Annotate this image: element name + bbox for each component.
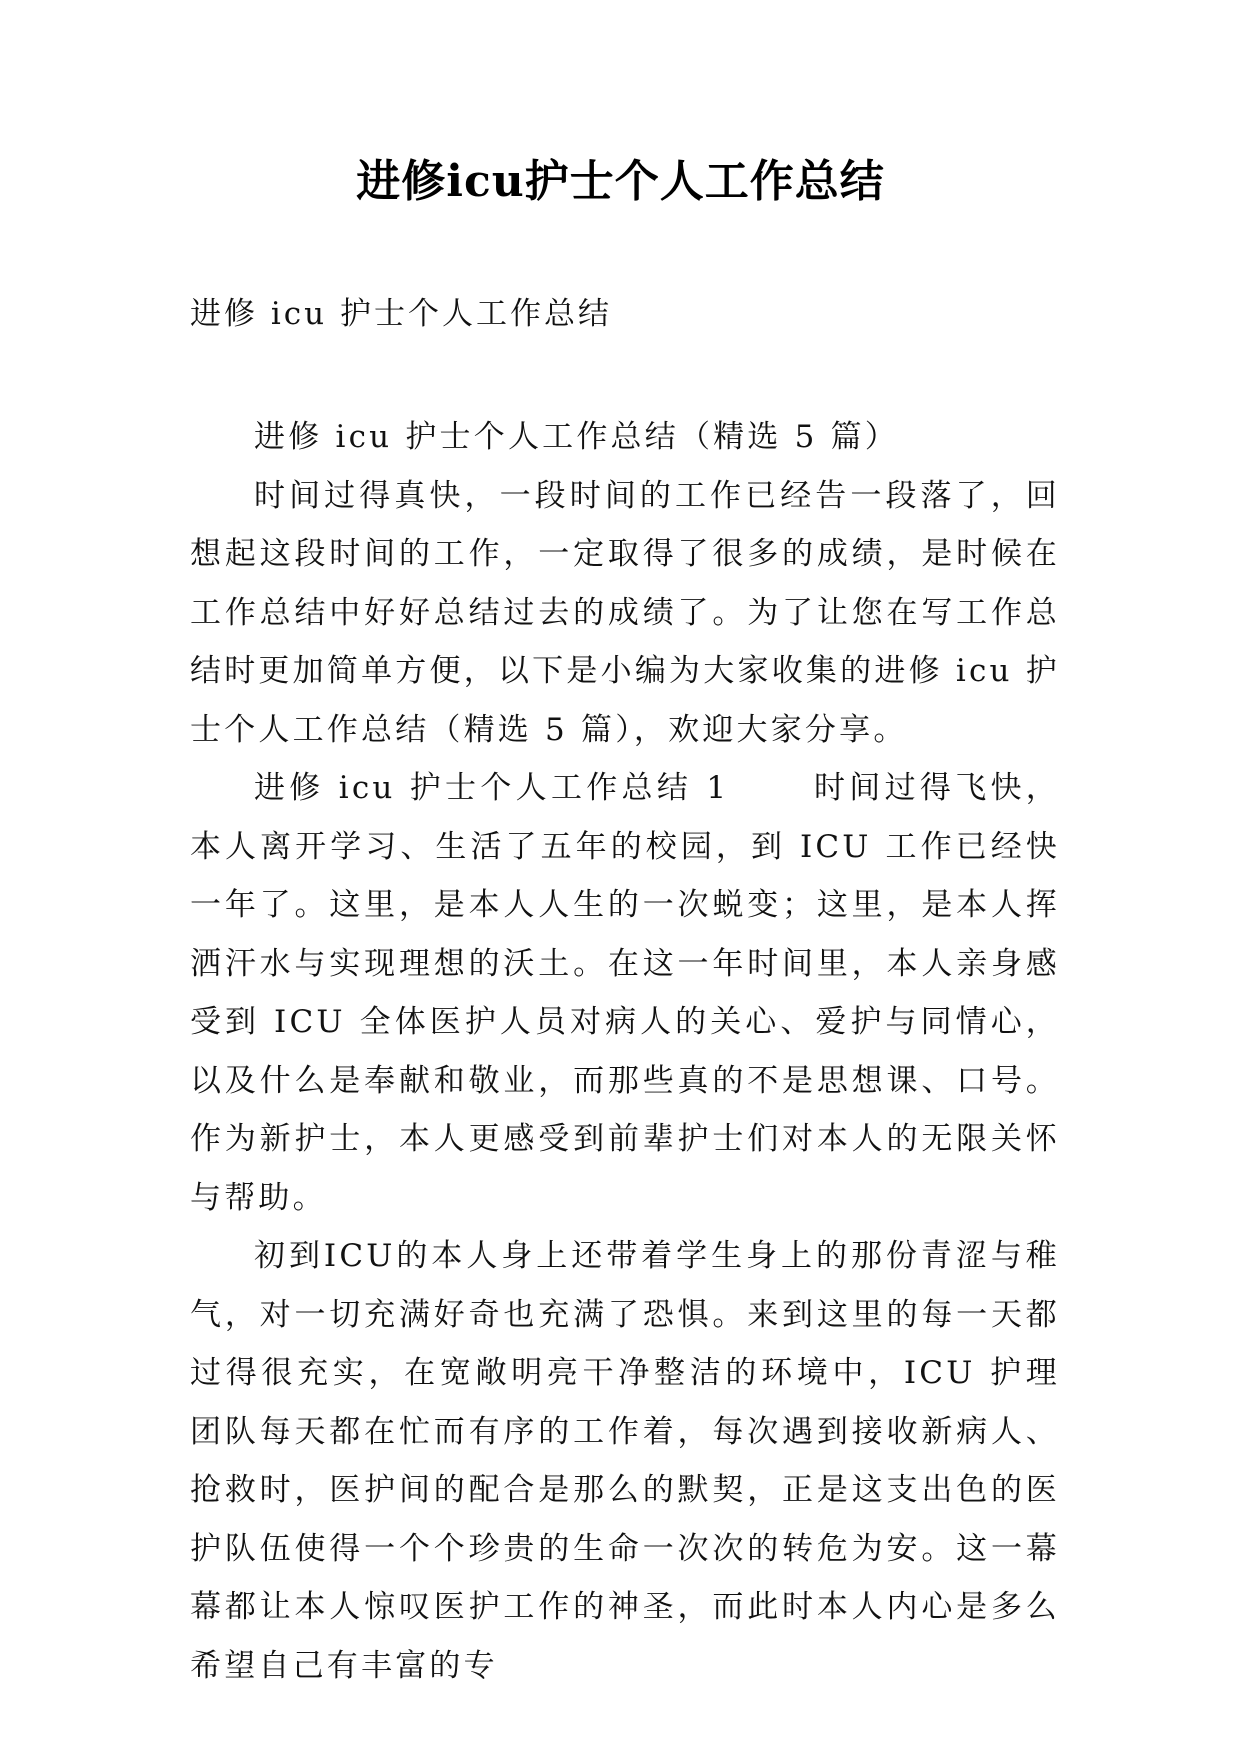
document-body — [190, 408, 1060, 1695]
paragraph-heading: 进修 icu 护士个人工作总结（精选 5 篇） — [254, 419, 899, 455]
document-title: 进修icu护士个人工作总结 — [356, 156, 885, 207]
paragraph-intro: 时间过得真快，一段时间的工作已经告一段落了，回想起这段时间的工作，一定取得了很多的成绩，是时候在工作总结中好好总结过去的成绩了。为了让您在写工作总结时更加简单方便，以下是小编为大家收集的进修 icu 护士个人工作总结（精选 5 篇），欢迎大家分享。 — [190, 477, 1060, 748]
paragraph-summary-1: 进修 icu 护士个人工作总结 1 时间过得飞快，本人离开学习、生活了五年的校园，到 ICU 工作已经快一年了。这里，是本人人生的一次蜕变；这里，是本人挥洒汗水与实现理想的沃土。在这一年时间里，本人亲身感受到 ICU 全体医护人员对病人的关心、爱护与同情心，以及什么是奉献和敬业，而那些真的不是思想课、口号。作为新护士，本人更感受到前辈护士们对本人的无限关怀与帮助。 — [190, 770, 1060, 1216]
paragraph-first-days: 初到ICU的本人身上还带着学生身上的那份青涩与稚气，对一切充满好奇也充满了恐惧。来到这里的每一天都过得很充实，在宽敞明亮干净整洁的环境中，ICU 护理团队每天都在忙而有序的工作着，每次遇到接收新病人、抢救时，医护间的配合是那么的默契，正是这支出色的医护队伍使得一个个珍贵的生命一次次的转危为安。这一幕幕都让本人惊叹医护工作的神圣，而此时本人内心是多么希望自己有丰富的专 — [190, 1238, 1060, 1684]
document-subtitle: 进修 icu 护士个人工作总结 — [190, 296, 612, 332]
